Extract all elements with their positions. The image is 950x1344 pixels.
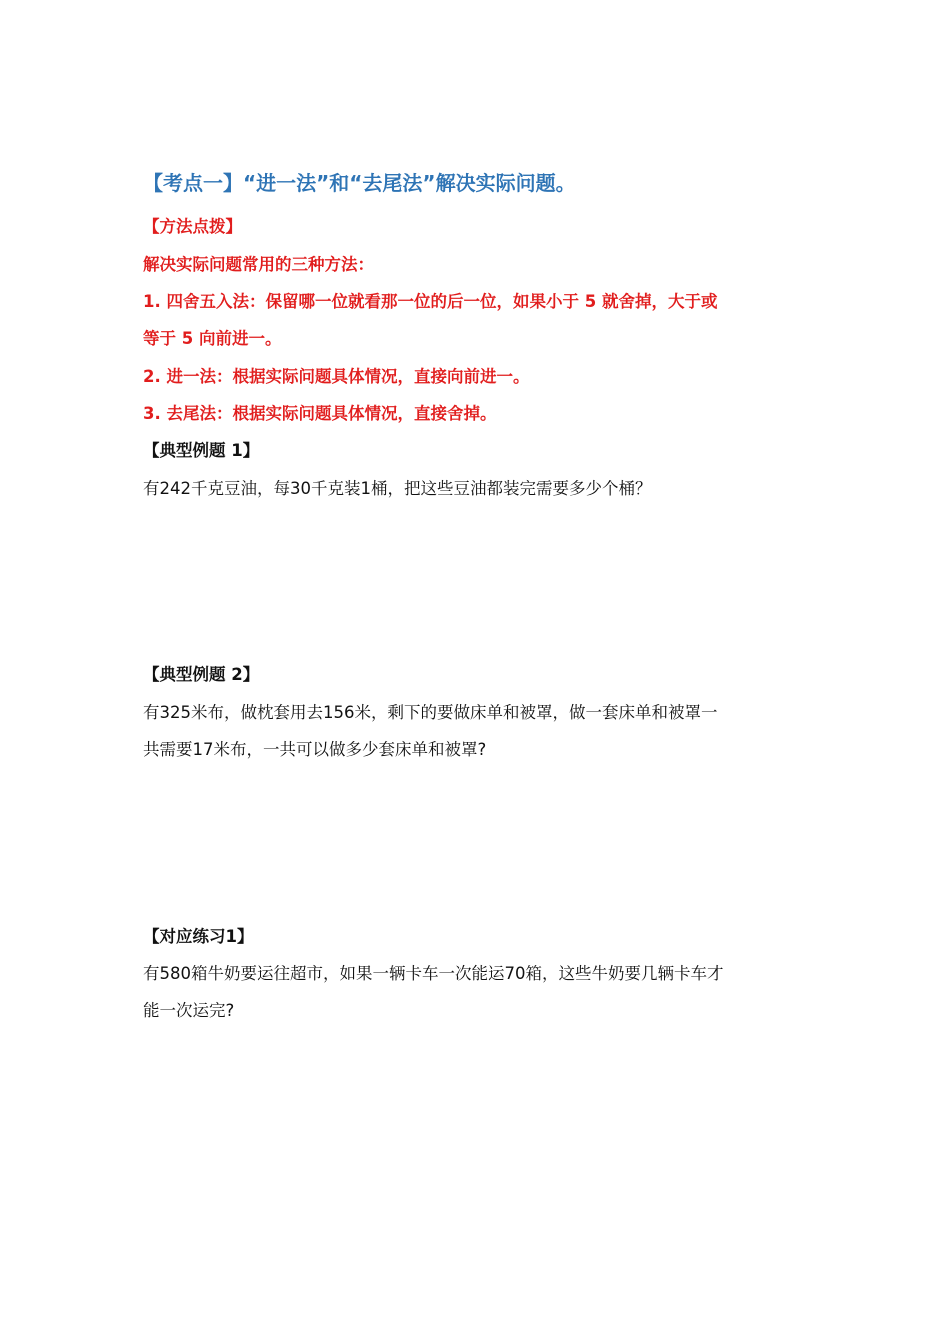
example-1-heading: 【典型例题 1】: [143, 441, 260, 460]
method-item-2: 2. 进一法：根据实际问题具体情况，直接向前进一。: [143, 367, 530, 386]
method-intro: 解决实际问题常用的三种方法：: [143, 255, 374, 274]
practice-1-line-1: 有580箱牛奶要运往超市，如果一辆卡车一次能运70箱，这些牛奶要几辆卡车才: [143, 964, 724, 983]
practice-1-heading: 【对应练习1】: [143, 927, 254, 946]
example-2-line-1: 有325米布，做枕套用去156米，剩下的要做床单和被罩，做一套床单和被罩一: [143, 703, 718, 722]
example-2-heading: 【典型例题 2】: [143, 665, 260, 684]
method-item-1-line-1: 1. 四舍五入法：保留哪一位就看那一位的后一位，如果小于 5 就舍掉，大于或: [143, 292, 718, 311]
section-title: 【考点一】“进一法”和“去尾法”解决实际问题。: [143, 171, 576, 195]
method-heading: 【方法点拨】: [143, 217, 242, 236]
method-item-1-line-2: 等于 5 向前进一。: [143, 329, 282, 348]
example-2-line-2: 共需要17米布，一共可以做多少套床单和被罩?: [143, 740, 487, 759]
method-item-3: 3. 去尾法：根据实际问题具体情况，直接舍掉。: [143, 404, 497, 423]
example-1-text: 有242千克豆油，每30千克装1桶，把这些豆油都装完需要多少个桶？: [143, 479, 652, 498]
practice-1-line-2: 能一次运完?: [143, 1001, 235, 1020]
